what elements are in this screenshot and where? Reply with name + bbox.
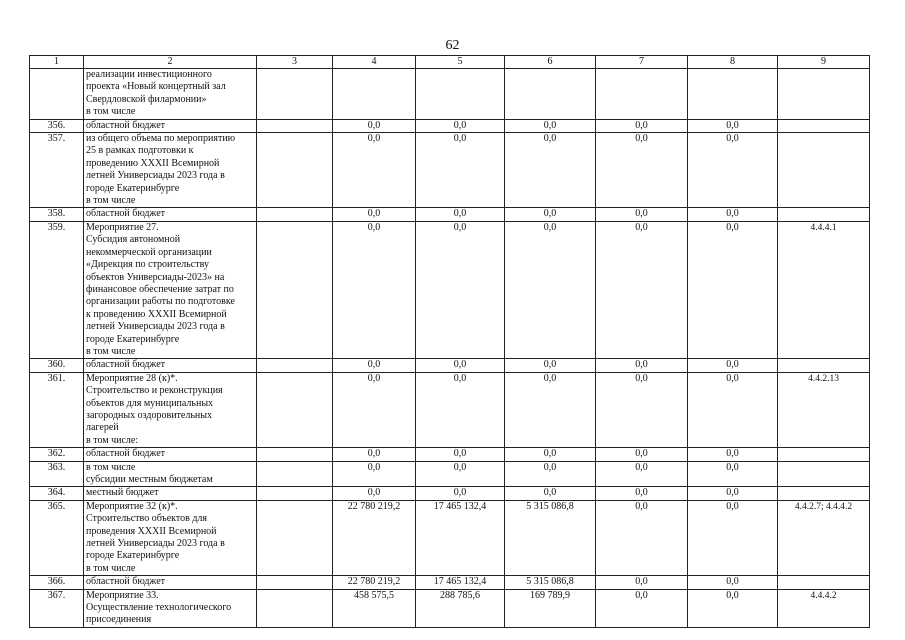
- col3-value: [257, 576, 333, 589]
- row-number: 358.: [30, 208, 84, 221]
- row-number: 361.: [30, 372, 84, 447]
- col7-value: 0,0: [596, 208, 688, 221]
- col4-value: 0,0: [333, 448, 416, 461]
- col3-value: [257, 119, 333, 132]
- col6-value: 0,0: [505, 372, 596, 447]
- table-row: [30, 119, 870, 132]
- col6-value: [505, 69, 596, 120]
- col8-value: 0,0: [688, 589, 778, 627]
- col8-value: 0,0: [688, 448, 778, 461]
- col8-value: 0,0: [688, 461, 778, 487]
- col4-value: 0,0: [333, 119, 416, 132]
- col3-value: [257, 133, 333, 208]
- target-indicator: 4.4.2.13: [778, 372, 870, 447]
- row-number: 356.: [30, 119, 84, 132]
- col8-value: 0,0: [688, 208, 778, 221]
- column-number: 9: [778, 56, 870, 69]
- col4-value: 0,0: [333, 372, 416, 447]
- col7-value: [596, 69, 688, 120]
- col5-value: [416, 69, 505, 120]
- column-number: 8: [688, 56, 778, 69]
- col4-value: 0,0: [333, 359, 416, 372]
- target-indicator: [778, 359, 870, 372]
- col5-value: 0,0: [416, 448, 505, 461]
- col4-value: 0,0: [333, 487, 416, 500]
- row-name: из общего объема по мероприятию 25 в рамках подготовки к проведению XXXII Всемирной летней Универсиады 2023 года в городе Екатеринбурге в том числе: [84, 133, 257, 208]
- column-number: 1: [30, 56, 84, 69]
- col7-value: 0,0: [596, 119, 688, 132]
- col4-value: [333, 69, 416, 120]
- budget-table: [29, 55, 870, 628]
- col8-value: [688, 69, 778, 120]
- col6-value: 0,0: [505, 119, 596, 132]
- row-name: местный бюджет: [84, 487, 257, 500]
- col3-value: [257, 448, 333, 461]
- row-name: областной бюджет: [84, 208, 257, 221]
- row-number: [30, 69, 84, 120]
- row-name: областной бюджет: [84, 448, 257, 461]
- row-name: областной бюджет: [84, 119, 257, 132]
- table-row: [30, 448, 870, 461]
- column-number: 4: [333, 56, 416, 69]
- row-number: 362.: [30, 448, 84, 461]
- col3-value: [257, 487, 333, 500]
- row-name: в том числе субсидии местным бюджетам: [84, 461, 257, 487]
- row-number: 366.: [30, 576, 84, 589]
- target-indicator: 4.4.2.7; 4.4.4.2: [778, 500, 870, 575]
- col6-value: 0,0: [505, 448, 596, 461]
- table-row: [30, 487, 870, 500]
- col4-value: 22 780 219,2: [333, 576, 416, 589]
- column-number-row: [30, 56, 870, 69]
- col7-value: 0,0: [596, 359, 688, 372]
- col5-value: 0,0: [416, 359, 505, 372]
- col7-value: 0,0: [596, 133, 688, 208]
- col6-value: 0,0: [505, 487, 596, 500]
- column-number: 7: [596, 56, 688, 69]
- target-indicator: [778, 208, 870, 221]
- col7-value: 0,0: [596, 589, 688, 627]
- col7-value: 0,0: [596, 487, 688, 500]
- row-name: областной бюджет: [84, 576, 257, 589]
- col4-value: 0,0: [333, 461, 416, 487]
- col3-value: [257, 372, 333, 447]
- col8-value: 0,0: [688, 119, 778, 132]
- row-number: 367.: [30, 589, 84, 627]
- col5-value: 17 465 132,4: [416, 500, 505, 575]
- col6-value: 0,0: [505, 461, 596, 487]
- column-number: 5: [416, 56, 505, 69]
- target-indicator: [778, 119, 870, 132]
- column-number: 2: [84, 56, 257, 69]
- col5-value: 0,0: [416, 221, 505, 358]
- col5-value: 0,0: [416, 461, 505, 487]
- row-number: 357.: [30, 133, 84, 208]
- col4-value: 0,0: [333, 133, 416, 208]
- row-number: 365.: [30, 500, 84, 575]
- col5-value: 17 465 132,4: [416, 576, 505, 589]
- table-row: [30, 208, 870, 221]
- col8-value: 0,0: [688, 487, 778, 500]
- col5-value: 0,0: [416, 133, 505, 208]
- col5-value: 0,0: [416, 487, 505, 500]
- col3-value: [257, 69, 333, 120]
- col3-value: [257, 221, 333, 358]
- table-row: [30, 221, 870, 358]
- col7-value: 0,0: [596, 372, 688, 447]
- col3-value: [257, 500, 333, 575]
- row-name: Мероприятие 28 (к)*. Строительство и реконструкция объектов для муниципальных загородных оздоровительных лагерей в том числе:: [84, 372, 257, 447]
- page-number: 62: [445, 38, 460, 53]
- target-indicator: [778, 448, 870, 461]
- col6-value: 5 315 086,8: [505, 500, 596, 575]
- col7-value: 0,0: [596, 500, 688, 575]
- row-number: 360.: [30, 359, 84, 372]
- col6-value: 169 789,9: [505, 589, 596, 627]
- row-name: областной бюджет: [84, 359, 257, 372]
- row-name: Мероприятие 33. Осуществление технологического присоединения: [84, 589, 257, 627]
- col6-value: 5 315 086,8: [505, 576, 596, 589]
- col7-value: 0,0: [596, 221, 688, 358]
- table-row: [30, 133, 870, 208]
- col8-value: 0,0: [688, 133, 778, 208]
- col5-value: 0,0: [416, 208, 505, 221]
- target-indicator: [778, 461, 870, 487]
- col4-value: 0,0: [333, 221, 416, 358]
- col8-value: 0,0: [688, 500, 778, 575]
- row-number: 363.: [30, 461, 84, 487]
- col5-value: 0,0: [416, 119, 505, 132]
- col8-value: 0,0: [688, 221, 778, 358]
- col3-value: [257, 589, 333, 627]
- col6-value: 0,0: [505, 221, 596, 358]
- table-row: [30, 500, 870, 575]
- col6-value: 0,0: [505, 208, 596, 221]
- col8-value: 0,0: [688, 359, 778, 372]
- col3-value: [257, 461, 333, 487]
- col8-value: 0,0: [688, 576, 778, 589]
- target-indicator: [778, 69, 870, 120]
- col3-value: [257, 208, 333, 221]
- table-body: [30, 56, 870, 628]
- target-indicator: [778, 576, 870, 589]
- col6-value: 0,0: [505, 359, 596, 372]
- column-number: 3: [257, 56, 333, 69]
- table-row: [30, 589, 870, 627]
- row-name: реализации инвестиционного проекта «Новый концертный зал Свердловской филармонии» в том числе: [84, 69, 257, 120]
- row-name: Мероприятие 27. Субсидия автономной некоммерческой организации «Дирекция по строительству объектов Универсиады-2023» на финансовое обеспечение затрат по организации работы по подготовке к проведению XXXII Всемирной летней Универсиады 2023 года в городе Екатеринбурге в том числе: [84, 221, 257, 358]
- target-indicator: [778, 487, 870, 500]
- row-number: 364.: [30, 487, 84, 500]
- table-row: [30, 576, 870, 589]
- col7-value: 0,0: [596, 448, 688, 461]
- table-row: [30, 372, 870, 447]
- row-name: Мероприятие 32 (к)*. Строительство объектов для проведения XXXII Всемирной летней Универсиады 2023 года в городе Екатеринбурге в том числе: [84, 500, 257, 575]
- target-indicator: 4.4.4.2: [778, 589, 870, 627]
- table-row: [30, 69, 870, 120]
- col4-value: 22 780 219,2: [333, 500, 416, 575]
- col5-value: 0,0: [416, 372, 505, 447]
- column-number: 6: [505, 56, 596, 69]
- target-indicator: [778, 133, 870, 208]
- col3-value: [257, 359, 333, 372]
- table-row: [30, 461, 870, 487]
- col6-value: 0,0: [505, 133, 596, 208]
- col7-value: 0,0: [596, 576, 688, 589]
- col8-value: 0,0: [688, 372, 778, 447]
- col7-value: 0,0: [596, 461, 688, 487]
- target-indicator: 4.4.4.1: [778, 221, 870, 358]
- table-row: [30, 359, 870, 372]
- col4-value: 458 575,5: [333, 589, 416, 627]
- col4-value: 0,0: [333, 208, 416, 221]
- col5-value: 288 785,6: [416, 589, 505, 627]
- row-number: 359.: [30, 221, 84, 358]
